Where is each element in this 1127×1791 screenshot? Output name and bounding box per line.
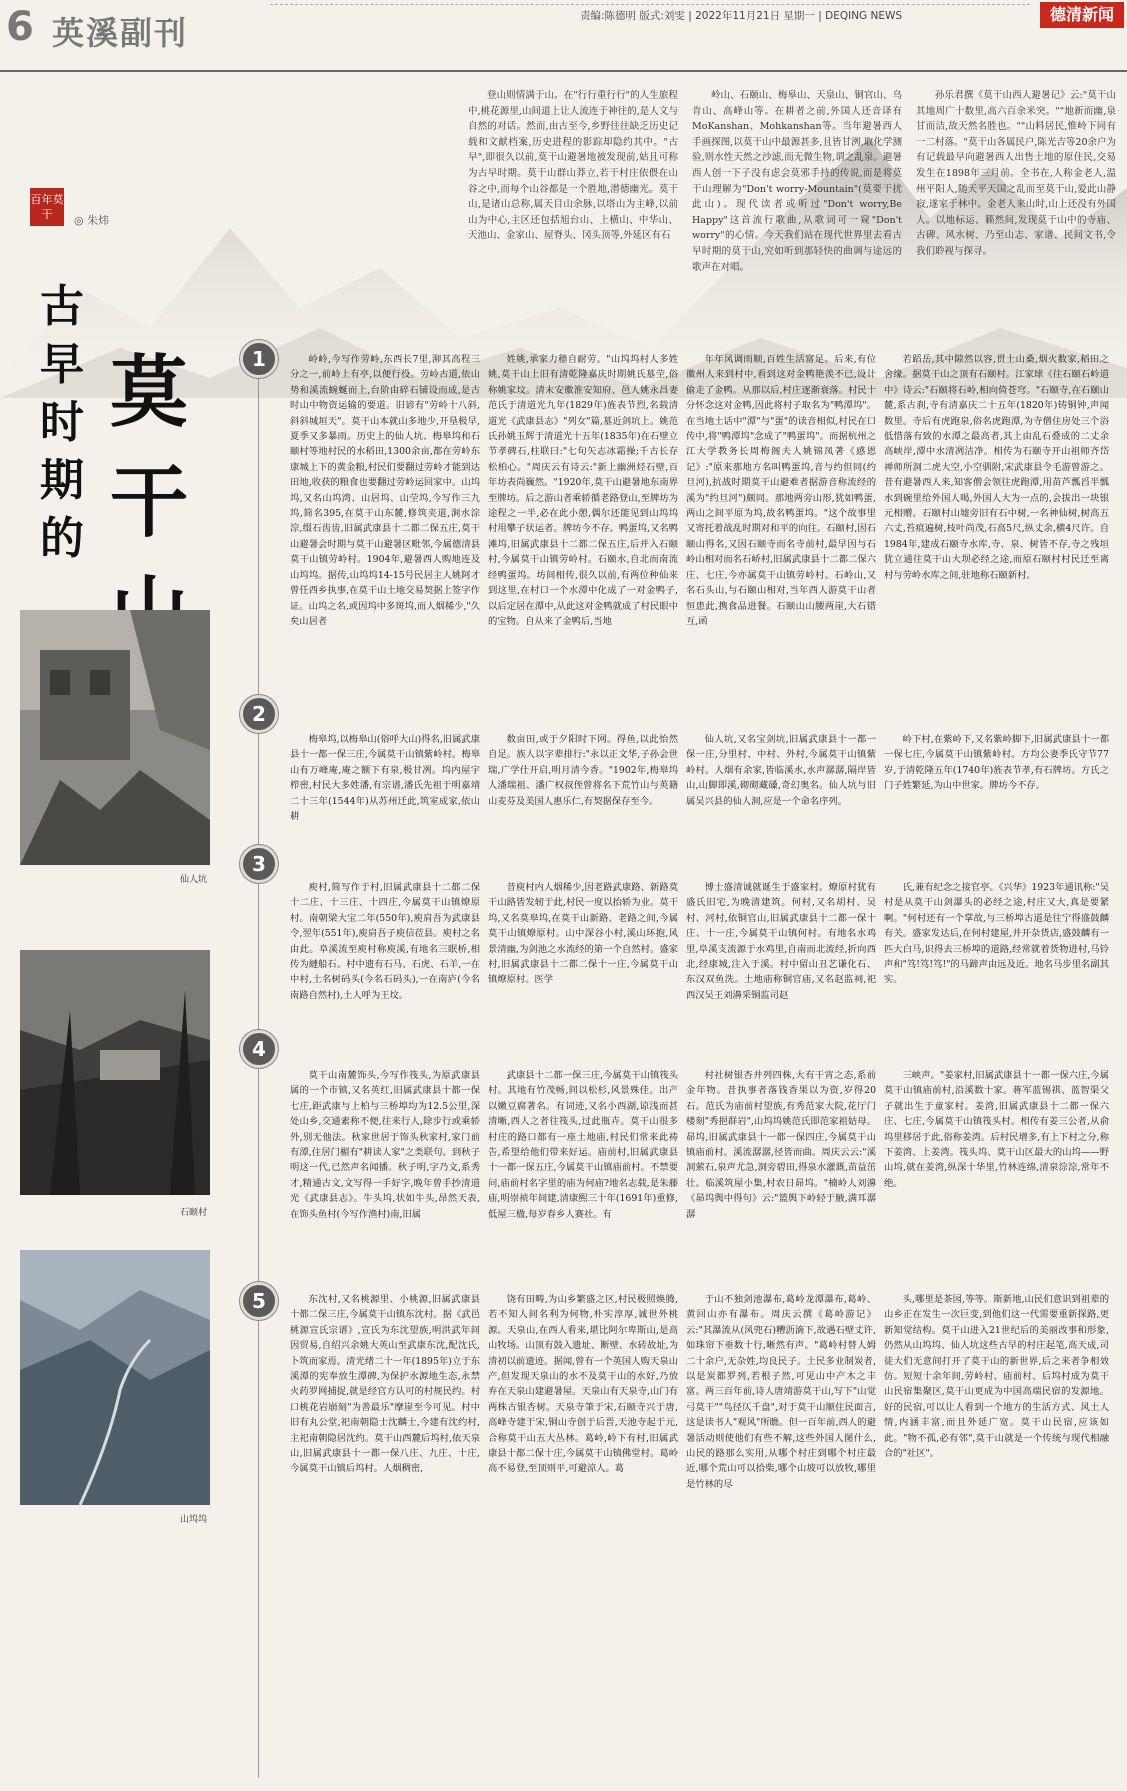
section-number-3: 3 — [240, 845, 278, 883]
author-byline: ◎ 朱炜 — [74, 214, 110, 227]
section-1-col-2: 姓姚,承家力穑自耐劳。"山坞坞村人多姓姚,莫干山上旧有清乾隆嘉庆时期姚氏墓茔,俗称姚家坟。清末安徽淮安知府、邑人姚永昌妻范氏于清道光九年(1829年)旌表节烈,名载清道光《武康县志》"列女"篇,墓近剑坑上。姚范氏孙姚玉辉于清道光十五年(1835年)在石壁立节孝碑石,柱联曰:"七旬矢志冰霜操;千古长存松柏心。"周庆云有诗云:"新上幽洲烃石壁,百年坊表尚巍然。"1920年,莫干山避暑地东南界至牌坊。后之游山者乘轿循老路登山,至牌坊为途程之一半,必在此小憩,偶尔还能见到山坞坞村用攀子状运者。牌坊今不存。鸭蛋坞,又名鸭滩坞,旧属武康县十二都二保五庄,后并入石颐村,今属莫干山镇劳岭村。石颐水,自北而南流经鸭蛋坞。坊间相传,很久以前,有两位种仙来到这里,在村口一个水潭中化成了一对金鸭子,以后定居在潭中,从此这对金鸭就成了村民眼中的宝物。自从来了金鸭后,当地 — [488, 354, 678, 627]
section-1-col-4: 若蹈岳,其中隙然以容,贯土山桑,烟火数家,稻田之舍缘。据莫干山之顶有石颐村。江家球《往石颐石岭道中》诗云:"石颐将石岭,相向倚苍穹。"石颐寺,在石颐山麓,系古刹,寺有清嘉庆二十五年(1820年)铸铜钟,声闻数里。寺后有虎跑泉,俗名虎跑潭,为寺僧住房处三个浴低惜落有致的水潭之最高者,其上由乱石叠成的二丈余高峡岸,潭中水清冽洁净。相传为石颐寺开山祖师齐岱禅师所洞二虎大空,小空驯附,宋武康县令毛游曾游之。昔有避暑西人来,知客僧会领往虎跑潭,用苗芦瓢舀半瓢水到碗里给外国人喝,外国人大为一点的,会拔出一块银元相赠。石颐村山墟旁旧有石中树,一名神仙树,树高五六丈,苔痕遍树,枝叶尚茂,石高5尺,纵丈余,横4尺许。自1984年,建成石颐寺水库,寺、泉、树皆不存,寺之残垣犹立通往莫干山大坝必经之途,而原石颐村村民迁至离村与劳岭水库之间,驻地称石颐新村。 — [884, 354, 1109, 581]
headline-main: 莫干 — [110, 347, 189, 548]
section-5-col-2: 饶有田畴,为山乡繁盛之区,村民极照焕腾,若不知人间名利为何物,朴实淳厚,诚世外桃源。天泉山,在西人看来,堪比阿尔卑斯山,是高山牧场。山顶有鼓入遗址、断壁、水砖故址,为清初以前遗迹。据闻,曾有一个英国人购天泉山产,但发现天泉山的水不及莫干山的水好,乃放弃在天泉山建避暑屋。天泉山有天泉寺,山门有两株古银杏树。天泉寺筆于宋,石颐寺兴于唐,高峰寺建于宋,铜山寺创于后晋,天池寺起于元,合称莫干山五大丛林。葛岭,岭下有村,旧属武康县十都二保十庄,今属莫干山镇佛堂村。葛岭高不易登,至顶则平,可避涼人。葛 — [488, 1294, 678, 1475]
section-4-col-4: 三峡声。"姜家村,旧属武康县十一都一保六庄,今属莫干山镇庙前村,沿溪数十家。蒋军蓝锡祺、蓝智渠父子就出生于童家村。姜湾,旧属武康县十二都一保六庄、七庄,今属莫干山镇筏头村。相传有姜三公者,从俞坞里移居于此,俗称姜湾。后村民增多,有上下村之分,称下姜湾、上姜湾。筏头坞、莫干山区最大的山坞——野山坞,就在姜湾,纵深十华里,竹林连绵,清泉淙淙,常年不绝。 — [884, 1070, 1109, 1189]
section-2-col-4: 岭下村,在紫岭下,又名紫岭脚下,旧属武康县十一都一保七庄,今属莫干山镇紫岭村。方均公妻季氏守节77岁,于清乾隆五年(1740年)旌表节孝,有石牌坊。方氏之门子姓繁延,为山中世家。牌坊今不存。 — [884, 734, 1109, 792]
section-3-col-1: 庾村,简写作于村,旧属武康县十二都二保十二庄、十三庄、十四庄,今属莫干山镇燎原村。南朝梁大宝二年(550年),庾肩吾为武康县令,翌年(551年),庾肩吾子庾信莅县。庾村之名由此。阜溪流至庾村称庾溪,有地名三眠桥,相传为縺船石。村中遗有石马、石虎、石羊,一在中村,土名树码头(今名石码头),一在南庐(今名南路自然村),土人呼为王坟。 — [290, 882, 480, 1001]
section-3-col-3: 博士盛清诚就诞生于盛家村。燎原村犹有盛氏旧宅,为晚清建筑。何村,又名胡村、吴村、河村,依铜官山,旧属武康县十二都一保十庄、十一庄,今属莫干山镇何村。有地名水鸡里,阜溪支流源于水鸡里,自南而北流经,折向西北,经康城,注入于溪。村中留山丑艺谦化石、东汉双鱼洗。土地庙称铜官庙,又名赵监祠,祀西汉吴王刘濞采铜监司赵 — [686, 882, 876, 1001]
photo-caption-2: 石颐村 — [180, 1208, 208, 1218]
issue-meta: 责编:陈德明 版式:刘雯 | 2022年11月21日 星期一 | DEQING NEWS — [580, 10, 903, 22]
photo-shanwu — [20, 1250, 210, 1505]
section-5-col-4: 头,哪里是茶园,等等。斯新地,山民们意识到祖辈的山乡正在发生一次巨变,到他们这一代需要重新探路,更新知觉结构。莫干山进入21世纪后的美丽改事和形象,仍然从山坞坞、仙人坑这些古早的村庄起笔,高天成,司徒大们无意间打开了莫干山的新世界,后之来者争相效仿。短短十余年间,劳岭村、庙前村、后坞村成为莫干山民宿集聚区,莫干山更成为中国高端民宿的发源地。好的民宿,可以让人看到一个地方的生活方式、风土人情,内涵丰富,而且外延广宽。莫干山民宿,应该如此。"物不孤,必有邻",莫干山就是一个传统与现代相融合的"社区"。 — [884, 1294, 1109, 1460]
intro-column-1: 登山则情满于山。在"行行重行行"的人生旅程中,桃花源里,山间道上让人流连于神往的,是人文与自然的对话。然而,由古至今,乡野往往缺乏历史记载和文献档案,历史进程的影踪却隐约其中。"古早",即很久以前,莫干山避暑地被发现前,姑且可称为古早时期。莫干山群山莽立,若干村庄依偎在山谷之中,而每个山谷都是一个胜地,潜德幽光。莫干山,是诸山总称,属天目山余脉,以塔山为主峰,以前山为中心,主区还包括旭台山、上横山、中华山、天池山、金家山、屋脊头、冈头顶等,外延区有石 — [468, 90, 678, 242]
section-number-2: 2 — [240, 695, 278, 733]
section-2-col-1: 梅皋坞,以梅皋山(俗呼大山)得名,旧属武康县十一都一保三庄,今属莫干山镇紫岭村。梅皋山有万峰庵,庵之额下有泉,极甘冽。坞内屋宇栉密,村民大多姓潘,有宗谱,潘氏先祖于明嘉靖二十三年(1544年)从苏州迁此,筑室成家,依山耕 — [290, 734, 480, 823]
intro-column-3: 孙乐君撰《莫干山西人避暑记》云:"莫干山其地周广十数里,高六百余米突。""地新而幽,泉甘而洁,故天然名胜也。""山料居民,惟岭下同有一二村落。"莫干山各属民户,陈光吉等20余户为有记载最早向避暑西人出售土地的原住民,交易发生在1898年三月前。全书在,人称金老人,温州平阳人,随天平天国之乱而至莫干山,爱此山静寂,遂家于林中。金老人来山时,山上还没有外国人。以地标运、籁然间,发现莫干山中的寺庙、古碑、风水树、乃至山志、家谱、民间文书,令我们聆视与探寻。 — [916, 90, 1116, 257]
section-5-col-3: 于山不独剑池瀑布,葛岭龙潭瀑布,葛岭、黄回山亦有瀑布。周庆云撰《葛岭游记》云:"其瀑流从(风兜石)糟沥滴下,故遇石壁丈许,如珠帘下垂数十行,晰然有声。"葛岭村替人姆二十余户,无杂姓,均良民子。土民多业制炭者,以是炭都罗列,若根子然,可见山中产木之丰富。两三百年前,诗人唐靖游莫干山,写下"山觉弓莫干""鸟径仄千盘",对于莫干山顺住民面言,这是读书人"观风"所瞧。但一百年前,西人的避暑活动则使他们有些不解,这些外国人图什么,山民的路那么实用,从哪个村庄到哪个村庄最近,哪个荒山可以拾柴,哪个山坡可以放牧,哪里是竹林的尽 — [686, 1294, 876, 1490]
newspaper-logo: 德清新闻 — [1040, 2, 1124, 28]
header-rule-top — [270, 4, 1030, 5]
photo-shiyi-village — [20, 950, 210, 1195]
section-4-col-1: 莫干山南麓饰头,今写作筏头,为原武康县属的一个市镇,又名英红,旧属武康县十都一保七庄,距武康与上柏与三桥埠均为12.5公里,深处山乡,交通素称不便,往来行人,除步行或乘轿外,别无他法。秋家世居于饰头秋家村,家门前有潭,住居门楣有"耕读人家"之类联句。到秋子明这一代,已然声名闻播。秋子明,字乃文,系秀才,精通古文,文写得一手好字,晚年曾手抄清道光《武康县志》。牛头坞,状如牛头,昂然天表,在饰头鱼村(今写作渔村)南,旧属 — [290, 1070, 480, 1220]
section-number-4: 4 — [240, 1030, 278, 1068]
section-1-col-3: 年年风调雨顺,百姓生活富足。后来,有位徽州人来到村中,看到这对金鸭艳羡不已,设计偷走了金鸭。从那以后,村庄逐渐衰落。村民十分怀念这对金鸭,因此将村子取名为"鸭潭坞"。在当地土话中"潭"与"蛋"的读音相似,村民在口传中,将"鸭潭坞"念成了"鸭蛋坞"。而据杭州之江大学教务长周梅阁夫人姚锦凤著《感恩记》:"原来那地方名叫鸭蛋坞,音与约但同(约旦河),抗战时期莫干山避难者据游音称流经的溪为"约旦河")颇同。那地两旁山形,犹如鸭蛋,两山之间平原为坞,故名鸭蛋坞。"这个故事里又寄托着战乱时期对和平的向往。石颐村,因石颐山得名,又因石颐寺而名寺前村,最早因与石岭山相对而名石峤村,旧属武康县十二都二保六庄、七庄,今亦属莫干山镇劳岭村。石岭山,又名石头山,与石颐山相对,当年西人游莫干山者恒患此,携食品进餐。石颐山山腰两崖,大石错互,函 — [686, 354, 876, 627]
section-3-col-4: 氏,兼有纪念之接官亭。《兴华》1923年通讯称:"吴村是从莫干山剑瀑头的必经之途,村庄又大,真是要紧啊。"何村还有一个掌故,与三桥埠古道是往宁得盛鼓麟有关。盛家发达后,在何村建屋,并开杂货店,盛鼓麟有一匹大白马,识得去三桥埠的道路,经常就着货物进村,马铃声和"笃!笃!笃!"的马蹄声由远及近。地名马步里名副其实。 — [884, 882, 1109, 986]
intro-column-2: 岭山、石颐山、梅皋山、天泉山、铜官山、乌肯山、高峰山等。在耕者之前,外国人还音译有MoKanshan、Mohkanshan等。当年避暑西人手画探图,以莫干山中最源甚多,且皆甘洌,取化学测验,则水性天然之沙滤,而无微生物,谓之乱泉。避暑西人创一下子没有虑会莫邪手持的传说,而是将莫干山理解为"Don't worry-Mountain"(莫要干扰此山)。现代读者或听过"Don't worry,Be Happy"这首流行歌曲,从歌词可一窥"Don't worry"的心情。今天我们站在现代世界里去看古早时期的莫干山,究如听到那轻快的曲调与途远的歌声在对唱。 — [692, 90, 902, 273]
section-number-1: 1 — [240, 340, 278, 378]
section-5-col-1: 东沈村,又名桃源里、小桃源,旧属武康县十都二保三庄,今属莫干山镇东沈村。据《武邑桃源宣氏宗谱》,宣氏为东沈望族,明洪武年间因贸易,自绍兴余姚大英山至武康东沈,配沈氏,卜筑而家焉。清光绪二十一年(1895年)立于东溪潭的宪奉放生潭碑,为保护水源地生态,永禁火药罗网捕捉,就是经官方认可的村规民约。村口桃花岩崩刻"为善最乐"摩崖至今可见。村中旧有丸公堂,祀南朝隐士沈麟士,今建有沈约村,主祀南朝隐居沈约。莫干山西麓后坞村,依天泉山,旧属武康县十一都一保八庄、九庄、十庄,今属莫干山镇后坞村。人烟稠密, — [290, 1294, 480, 1475]
section-4-col-2: 武康县十二都一保三庄,今属莫干山镇筏头村。其地有竹茂畅,间以松杉,风景殊佳。出产以嫩豆腐著名。有词迹,又名小西湖,谅浅而甚清晰,西人之者往筏头,过此瓶卉。莫干山很多村庄的路口都有一座土地庙,村民们常来此祷告,希望给他们带来好运。庙前村,旧属武康县十一都一保五庄,今属莫干山镇庙前村。不禁要问,庙前村名字里的庙为何庙?地名志载,是朱藤庙,明崇祯年间建,清康熙三十年(1691年)重修,低屋三楹,每岁春乡人赛社。有 — [488, 1070, 678, 1220]
headline-prefix: 古早时期的 — [40, 281, 84, 564]
page-number: 6 — [6, 4, 34, 50]
header-rule-bottom — [0, 70, 1127, 72]
timeline-spine — [258, 378, 259, 1778]
section-2-col-3: 仙人坑,又名宝剑坑,旧属武康县十一都一保一庄,分里村、中村、外村,今属莫干山镇紫岭村。人烟有余家,皆临溪水,水声潺潺,隔岸皆山,山脚即溪,砌砌藏磉,奇幻奥名。仙人坑与旧属吴兴县的仙人洞,应是一个命名序列。 — [686, 734, 876, 807]
section-1-col-1: 岭岭,今写作劳岭,东西长7里,泖其高程三分之一,前岭上有亭,以便行役。劳岭古道,依山势和溪流蜿蜒而上,台阶由碎石铺设而成,是古时山中物资运输的要道。旧谚有"劳岭十八斜,斜斜城垣天"。莫干山本就山多地少,开垦极早,夏季又多暴雨。历史上的仙人坑、梅皋坞和石颐村等地村民的水稻田,1300余亩,都在劳岭东康城上下的黄金粮,村民们要翻过劳岭才能到达田地,收获的粮食也要翻过劳岭运回家中。山坞坞,又名山坞湾、山居坞、山茔坞,今写作三九坞,简名395,在莫干山东麓,修筑夹道,涧水淙淙,缀石齿齿,旧属武康县十二都二保五庄,莫干山避暑会时期与莫干山避暑区毗邻,今属德清县莫干山镇劳岭村。1904年,避暑西人购地连及山坞坞。据传,山坞坞14-15号民居主人姚阿才曾任西乡执事,在莫干山土地交易契据上签字作证。山坞之名,或因坞中多斑坞,而人烟稀少,"久矣山居者 — [290, 354, 480, 627]
section-4-col-3: 村社树银杏并列四株,大有干宵之态,系前金年物。昔执事者落钱香果以为资,岁得20石。范氏为庙前村望族,有秀范家大院,花厅门楼刻"秀挹群岩",山坞坞姚范氏即范家祖姑母。昴坞,旧属武康县十一都一保四庄,今属莫干山镇庙前村。溪流潺潺,径皆而曲。周庆云云:"溪洞萦石,泉声尤急,洞旁碧田,得泉水灌溉,苗益茁壮。临溪筑屋小集,村农日昴坞。"楠岭人刘濞《昴坞舆中得句》云:"篮舆下岭轻于腋,满耳潺潺 — [686, 1070, 876, 1220]
series-badge: 百年莫干 — [30, 188, 64, 226]
page-header — [0, 0, 1127, 78]
section-title: 英溪副刊 — [52, 14, 189, 52]
photo-caption-1: 仙人坑 — [180, 875, 208, 885]
section-number-5: 5 — [240, 1282, 278, 1320]
photo-caption-3: 山坞坞 — [180, 1515, 208, 1525]
section-2-col-2: 数亩田,或于夕阳时下网。得鱼,以此怡然自足。族人以字辈排行:"永以正文华,子孙会世瑞,广学仕开启,明月清今香。"1902年,梅皋坞人潘瑞祖、潘广权叔侄曾将名下荒竹山与英籍山麦芬及美国人惠乐仁,有契据保存至今。 — [488, 734, 678, 807]
photo-xianrenkeng — [20, 610, 210, 865]
section-3-col-2: 昔庾村内人烟稀少,因老路武康路、新路莫干山路皆发轫于此,村民一度以抬轿为业。莫干坞,又名莫皋坞,在莫干山新路、老路之间,今属莫干山镇燎原村。山中深谷小村,溪山环抱,风景清幽,为剑池之水流经的第一个自然村。盛家村,旧属武康县十二都二保十一庄,今属莫干山镇燎原村。医学 — [488, 882, 678, 986]
